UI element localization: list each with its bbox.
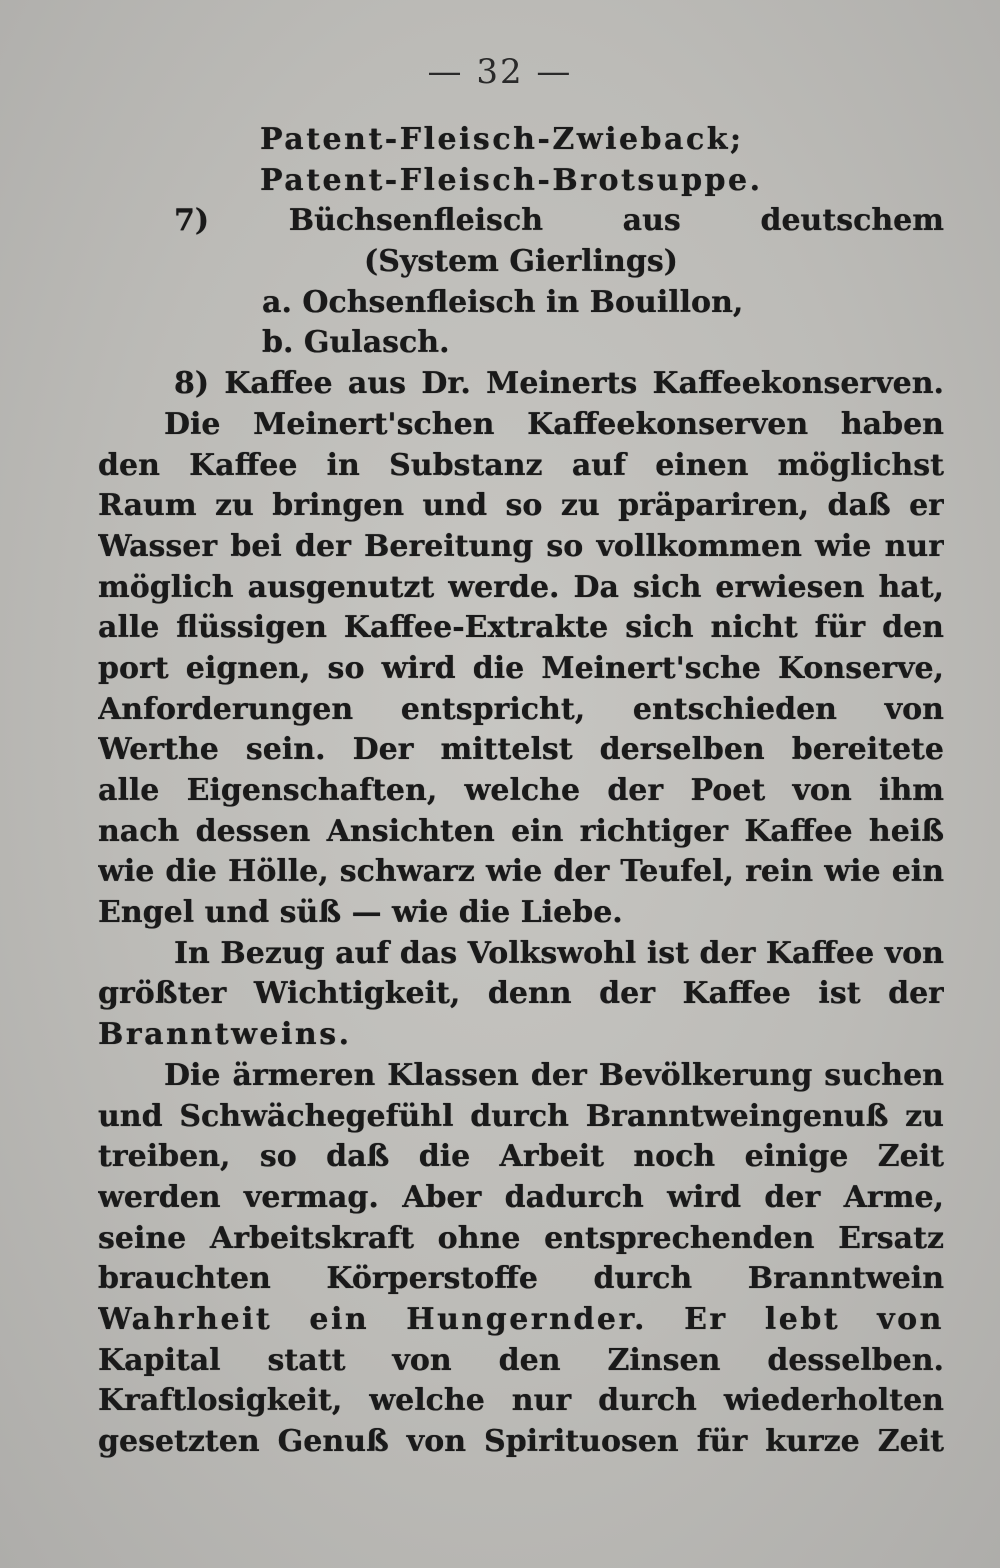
text-line: alle Eigenschaften, welche der Poet von ihm xyxy=(98,773,944,808)
text-line: Engel und süß — wie die Liebe. xyxy=(98,895,623,931)
text-line: seine Arbeitskraft ohne entsprechenden Ersatz xyxy=(98,1220,944,1256)
text-line: nach dessen Ansichten ein richtiger Kaffee heiß xyxy=(98,813,944,849)
text-line: möglich ausgenutzt werde. Da sich erwiesen hat, xyxy=(98,569,944,605)
text-line: Kapital statt von den Zinsen desselben. xyxy=(98,1342,944,1378)
text-line: (System Gierlings) xyxy=(364,244,678,280)
text-line: Werthe sein. Der mittelst derselben bereitete xyxy=(98,732,944,768)
text-line: Die ärmeren Klassen der Bevölkerung suchen xyxy=(164,1057,944,1093)
text-line: Raum zu bringen und so zu präpariren, daß er xyxy=(98,488,944,524)
text-line: b. Gulasch. xyxy=(262,325,450,361)
text-line: Wahrheit ein Hungernder. Er lebt von xyxy=(98,1301,944,1337)
text-line: gesetzten Genuß von Spirituosen für kurze Zeit xyxy=(98,1424,944,1459)
text-line: In Bezug auf das Volkswohl ist der Kaffee von xyxy=(174,935,944,971)
text-line: a. Ochsenfleisch in Bouillon, xyxy=(262,284,744,320)
text-line: Patent-Fleisch-Zwieback; xyxy=(260,122,744,157)
text-line: Patent-Fleisch-Brotsuppe. xyxy=(260,162,763,198)
text-line: den Kaffee in Substanz auf einen möglichst xyxy=(98,447,944,483)
text-line: brauchten Körperstoffe durch Branntwein xyxy=(98,1261,944,1297)
page-number: — 32 — xyxy=(427,52,573,92)
text-line: Branntweins. xyxy=(98,1017,352,1053)
text-line: Die Meinert'schen Kaffeekonserven haben xyxy=(164,406,944,442)
text-line: größter Wichtigkeit, denn der Kaffee ist der xyxy=(98,976,944,1012)
text-line: 8) Kaffee aus Dr. Meinerts Kaffeekonserven. xyxy=(174,366,944,402)
text-line: alle flüssigen Kaffee-Extrakte sich nicht für den xyxy=(98,610,944,646)
text-line: und Schwächegefühl durch Branntweingenuß zu xyxy=(98,1098,944,1134)
text-line: werden vermag. Aber dadurch wird der Arme, xyxy=(98,1179,944,1215)
text-line: 7) Büchsenfleisch aus deutschem xyxy=(174,203,944,239)
text-line: treiben, so daß die Arbeit noch einige Zeit xyxy=(98,1139,944,1175)
text-line: Anforderungen entspricht, entschieden von xyxy=(98,691,944,727)
body-text xyxy=(98,120,944,1463)
text-line: Wasser bei der Bereitung so vollkommen wie nur xyxy=(98,528,944,564)
text-line: port eignen, so wird die Meinert'sche Konserve, xyxy=(98,650,944,686)
text-line: Kraftlosigkeit, welche nur durch wiederholten xyxy=(98,1383,944,1419)
text-line: wie die Hölle, schwarz wie der Teufel, rein wie ein xyxy=(98,854,944,890)
